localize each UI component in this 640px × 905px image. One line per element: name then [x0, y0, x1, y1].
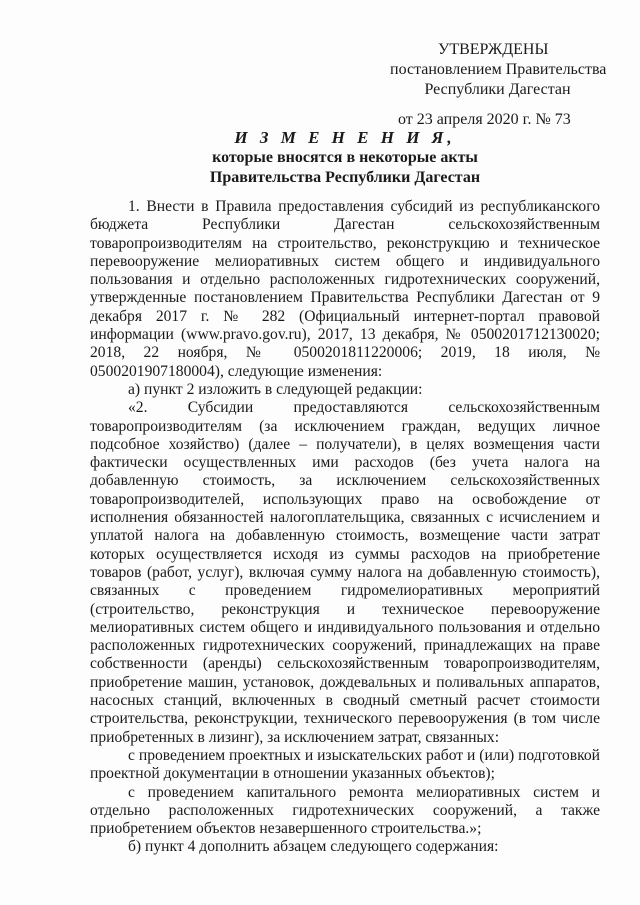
- paragraph-2: а) пункт 2 изложить в следующей редакции:: [128, 380, 423, 398]
- approval-date: от 23 апреля 2020 г. № 73: [398, 111, 571, 128]
- document-title: И З М Е Н Е Н И Я,: [234, 128, 456, 147]
- document-subtitle-2: Правительства Республики Дагестан: [209, 169, 481, 186]
- paragraph-6: б) пункт 4 дополнить абзацем следующего содержания:: [128, 838, 499, 856]
- paragraph-1: 1. Внести в Правила предоставления субсидий из республиканского бюджета Республики Дагестан сельскохозяйственным товаропроизводителям на строительство, реконструкцию и техническое перевооружение мелиоративных систем общего и индивидуального пользования и отдельно расположенных гидротехнических сооружений, утвержденные постановлением Правительства Республики Дагестан от 9 декабря 2017 г. № 282 (Официальный интернет-портал правовой информации (www.pravo.gov.ru), 2017, 13 декабря, № 0500201712130020; 2018, 22 ноября, № 0500201811220006; 2019, 18 июля, № 0500201907180004), следующие изменения:: [90, 198, 600, 380]
- paragraph-5: с проведением капитального ремонта мелиоративных систем и отдельно расположенных гидротехнических сооружений, а также приобретением объектов незавершенного строительства.»;: [90, 783, 600, 838]
- document-heading: [90, 128, 600, 188]
- paragraph-3: «2. Субсидии предоставляются сельскохозяйственным товаропроизводителям (за исключением граждан, ведущих личное подсобное хозяйство) (далее – получатели), в целях возмещения части фактически осуществленных ими расходов (без учета налога на добавленную стоимость, за исключением сельскохозяйственных товаропроизводителей, использующих право на освобождение от исполнения обязанностей налогоплательщика, связанных с исчислением и уплатой налога на добавленную стоимость, возмещение части затрат которых осуществляется исходя из суммы расходов на приобретение товаров (работ, услуг), включая сумму налога на добавленную стоимость), связанных с проведением гидромелиоративных мероприятий (строительство, реконструкция и техническое перевооружение мелиоративных систем общего и индивидуального пользования и отдельно расположенных гидротехнических сооружений, принадлежащих на праве собственности (аренды) сельскохозяйственным товаропроизводителям, приобретение машин, установок, дождевальных и поливальных аппаратов, насосных станций, включенных в сводный сметный расчет стоимости строительства, реконструкции, технического перевооружения (в том числе приобретенных в лизинг), за исключением затрат, связанных:: [90, 399, 600, 746]
- paragraph-4: с проведением проектных и изыскательских работ и (или) подготовкой проектной документации в отношении указанных объектов);: [90, 746, 600, 783]
- document-subtitle: которые вносятся в некоторые акты: [212, 149, 478, 166]
- approval-stamp: [390, 40, 605, 130]
- approval-authority-region: Республики Дагестан: [424, 81, 571, 98]
- approval-title: УТВЕРЖДЕНЫ: [438, 41, 549, 58]
- document-body: [90, 198, 600, 857]
- approval-authority: постановлением Правительства: [390, 61, 607, 78]
